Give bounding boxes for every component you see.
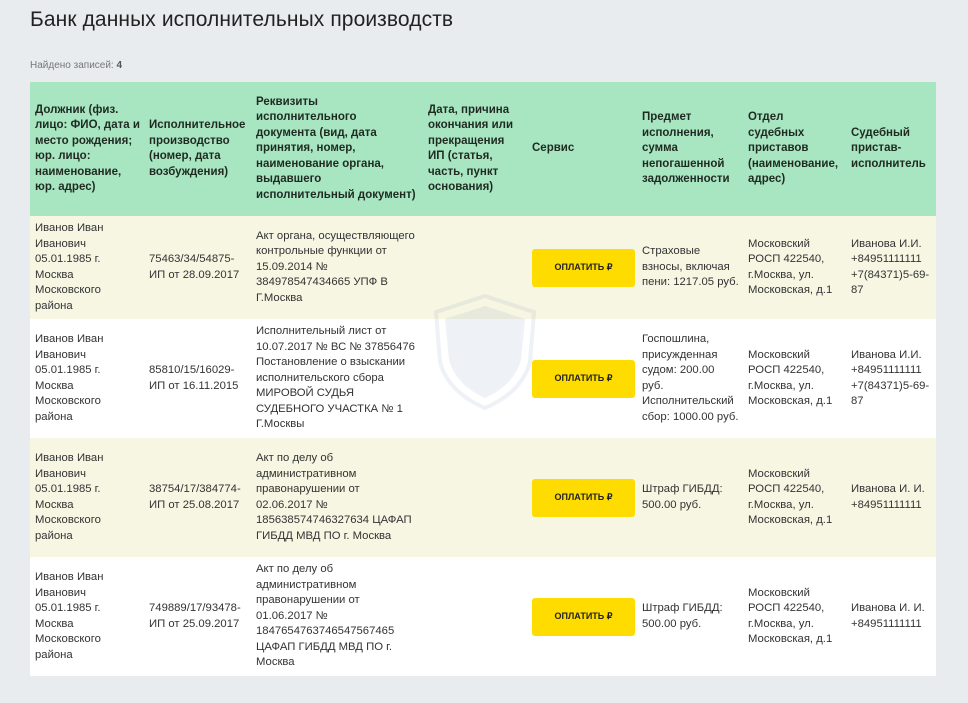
records-found: [30, 60, 122, 71]
records-found-count: 4: [116, 60, 123, 71]
document-cell: Акт по делу об административном правонарушении от 01.06.2017 № 184765476374654756​7465 ЦАФАП ГИБДД МВД ПО г. Москва: [251, 557, 423, 676]
pay-button[interactable]: ОПЛАТИТЬ ₽: [532, 598, 635, 636]
end-reason-cell: [423, 557, 527, 676]
header-document: Реквизиты исполнительного документа (вид, дата принятия, номер, наименование органа, выдавшего исполнительный документ): [251, 82, 423, 216]
header-debtor: Должник (физ. лицо: ФИО, дата и место рождения; юр. лицо: наименование, юр. адрес): [30, 82, 144, 216]
document-cell: Исполнительный лист от 10.07.2017 № ВС № 37856476 Постановление о взыскании исполнительского сбора МИРОВОЙ СУДЬЯ СУДЕБНОГО УЧАСТКА № 1 Г.Москвы: [251, 319, 423, 438]
document-cell: Акт по делу об административном правонарушении от 02.06.2017 № 185638574746327634 ЦАФАП ГИБДД МВД ПО г. Москва: [251, 438, 423, 557]
header-proceeding: Исполнительное производство (номер, дата возбуждения): [144, 82, 251, 216]
header-department: Отдел судебных приставов (наименование, адрес): [743, 82, 846, 216]
table-row: [30, 216, 936, 319]
table-row: [30, 319, 936, 438]
debtor-cell: Иванов Иван Иванович 05.01.1985 г. Москва Московского района: [30, 438, 144, 557]
header-subject: Предмет исполнения, сумма непогашенной задолженности: [637, 82, 743, 216]
bailiff-cell: Иванова И. И. +84951111111: [846, 557, 936, 676]
department-cell: Московский РОСП 422540, г.Москва, ул. Московская, д.1: [743, 319, 846, 438]
bailiff-cell: Иванова И.И. +84951111111 +7(84371)5-69-87: [846, 216, 936, 319]
document-cell: Акт органа, осуществляющего контрольные функции от 15.09.2014 № 384978547434665 УПФ В Г.Москва: [251, 216, 423, 319]
table-row: [30, 557, 936, 676]
proceeding-cell: 749889/17/93478-ИП от 25.09.2017: [144, 557, 251, 676]
pay-button[interactable]: ОПЛАТИТЬ ₽: [532, 360, 635, 398]
subject-cell: Страховые взносы, включая пени: 1217.05 руб.: [637, 216, 743, 319]
table-row: [30, 438, 936, 557]
debtor-cell: Иванов Иван Иванович 05.01.1985 г. Москва Московского района: [30, 216, 144, 319]
proceedings-table: [30, 82, 936, 676]
proceeding-cell: 85810/15/16029-ИП от 16.11.2015: [144, 319, 251, 438]
service-cell: [527, 216, 637, 319]
bailiff-cell: Иванова И. И. +84951111111: [846, 438, 936, 557]
subject-cell: Госпошлина, присужденная судом: 200.00 руб. Исполнительский сбор: 1000.00 руб.: [637, 319, 743, 438]
subject-cell: Штраф ГИБДД: 500.00 руб.: [637, 557, 743, 676]
service-cell: [527, 438, 637, 557]
header-service: Сервис: [527, 82, 637, 216]
bailiff-cell: Иванова И.И. +84951111111 +7(84371)5-69-87: [846, 319, 936, 438]
page-title: Банк данных исполнительных производств: [30, 8, 454, 31]
end-reason-cell: [423, 438, 527, 557]
department-cell: Московский РОСП 422540, г.Москва, ул. Московская, д.1: [743, 438, 846, 557]
service-cell: [527, 557, 637, 676]
end-reason-cell: [423, 319, 527, 438]
header-end-reason: Дата, причина окончания или прекращения ИП (статья, часть, пункт основания): [423, 82, 527, 216]
proceeding-cell: 75463/34/54875-ИП от 28.09.2017: [144, 216, 251, 319]
debtor-cell: Иванов Иван Иванович 05.01.1985 г. Москва Московского района: [30, 319, 144, 438]
department-cell: Московский РОСП 422540, г.Москва, ул. Московская, д.1: [743, 216, 846, 319]
service-cell: [527, 319, 637, 438]
subject-cell: Штраф ГИБДД: 500.00 руб.: [637, 438, 743, 557]
department-cell: Московский РОСП 422540, г.Москва, ул. Московская, д.1: [743, 557, 846, 676]
table-header-row: [30, 82, 936, 216]
header-bailiff: Судебный пристав-исполнитель: [846, 82, 936, 216]
pay-button[interactable]: ОПЛАТИТЬ ₽: [532, 479, 635, 517]
records-found-label: Найдено записей:: [30, 60, 114, 71]
pay-button[interactable]: ОПЛАТИТЬ ₽: [532, 249, 635, 287]
end-reason-cell: [423, 216, 527, 319]
proceeding-cell: 38754/17/384774-ИП от 25.08.2017: [144, 438, 251, 557]
debtor-cell: Иванов Иван Иванович 05.01.1985 г. Москва Московского района: [30, 557, 144, 676]
